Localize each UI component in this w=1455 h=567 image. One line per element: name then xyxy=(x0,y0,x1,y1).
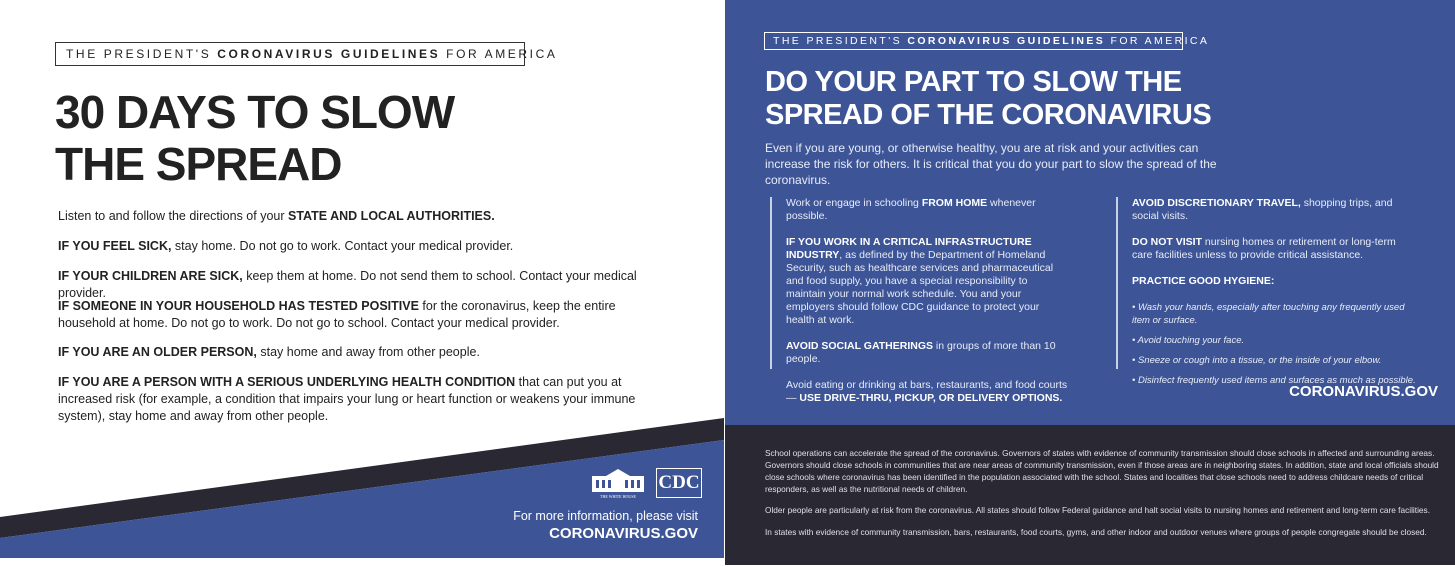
title-line: THE SPREAD xyxy=(55,138,342,190)
emphasis-text: STATE AND LOCAL AUTHORITIES. xyxy=(288,209,495,223)
guidance-paragraph xyxy=(786,236,1070,327)
guidance-paragraph xyxy=(1132,197,1416,223)
body-text: Work or engage in schooling xyxy=(786,197,922,209)
emphasis-text: IF SOMEONE IN YOUR HOUSEHOLD HAS TESTED POSITIVE xyxy=(58,299,419,313)
svg-text:THE WHITE HOUSE: THE WHITE HOUSE xyxy=(600,494,636,499)
coronavirus-gov-link[interactable]: CORONAVIRUS.GOV xyxy=(549,525,698,542)
guidance-paragraph: In states with evidence of community transmission, bars, restaurants, food courts, gyms, and other indoor and outdoor venues where groups of people congregate should be closed. xyxy=(765,527,1427,537)
emphasis-text: IF YOU WORK IN A CRITICAL INFRASTRUCTURE INDUSTRY xyxy=(786,236,1032,261)
hygiene-item: • Wash your hands, especially after touching any frequently used item or surface. xyxy=(1132,302,1405,326)
banner-text: THE PRESIDENT'S xyxy=(66,47,218,61)
body-text: that can put you at increased risk (for example, a condition that impairs your lung or heart function or weakens your immune system), stay home and away from other people. xyxy=(58,375,636,423)
body-text: Avoid eating or drinking at bars, restaurants, and food courts — xyxy=(786,379,1068,404)
guidance-paragraph xyxy=(786,379,1070,405)
emphasis-text: IF YOU ARE A PERSON WITH A SERIOUS UNDERLYING HEALTH CONDITION xyxy=(58,375,516,389)
title-line: SPREAD OF THE CORONAVIRUS xyxy=(765,99,1212,131)
emphasis-text: USE DRIVE-THRU, PICKUP, OR DELIVERY OPTIONS. xyxy=(799,392,1063,404)
emphasis-text: PRACTICE GOOD HYGIENE: xyxy=(1132,275,1275,287)
more-info-text: For more information, please visit xyxy=(513,509,698,523)
body-text: nursing homes or retirement or long-term care facilities unless to provide critical assistance. xyxy=(1132,236,1396,261)
body-text: stay home. Do not go to work. Contact your medical provider. xyxy=(171,239,514,253)
additional-guidance xyxy=(725,425,1455,565)
guidance-paragraph: School operations can accelerate the spread of the coronavirus. Governors of states with evidence of community transmission should close schools in affected and surrounding areas. Governors should close schools in communities that are near areas of community transmission, even if those areas are in neighboring states. In addition, state and local officials should close schools where coronavirus has been identified in the population associated with the school. States and localities that close schools need to address childcare needs of critical responders, as well as the nutritional needs of children. xyxy=(765,448,1439,494)
emphasis-text: AVOID DISCRETIONARY TRAVEL, xyxy=(1132,197,1301,209)
body-text: , as defined by the Department of Homeland Security, such as healthcare services and pharmaceutical and food supply, you have a special responsibility to maintain your normal work schedule. You and your employers should follow CDC guidance to protect your health at work. xyxy=(786,249,1054,326)
hygiene-item: • Sneeze or cough into a tissue, or the inside of your elbow. xyxy=(1132,355,1382,366)
cdc-logo: CDC xyxy=(656,468,702,498)
guidelines-banner xyxy=(764,32,1210,50)
banner-bold: CORONAVIRUS GUIDELINES xyxy=(907,35,1106,47)
banner-text: FOR AMERICA xyxy=(440,47,558,61)
title-line: DO YOUR PART TO SLOW THE xyxy=(765,66,1182,98)
guidance-column-2 xyxy=(1116,197,1416,386)
emphasis-text: AVOID SOCIAL GATHERINGS xyxy=(786,340,934,352)
page-title xyxy=(765,66,1211,132)
title-line: 30 DAYS TO SLOW xyxy=(55,86,455,138)
emphasis-text: FROM HOME xyxy=(921,197,988,209)
guidance-paragraph xyxy=(1132,275,1416,288)
body-text: in groups of more than 10 people. xyxy=(786,340,1056,365)
guidance-paragraph xyxy=(786,197,1070,223)
body-text: shopping trips, and social visits. xyxy=(1132,197,1393,222)
left-page xyxy=(0,0,724,567)
guidance-paragraph: Older people are particularly at risk from the coronavirus. All states should follow Federal guidance and halt social visits to nursing homes and retirement and long-term care facilities. xyxy=(765,505,1430,515)
emphasis-text: IF YOUR CHILDREN ARE SICK, xyxy=(58,269,243,283)
body-text: whenever possible. xyxy=(786,197,1036,222)
guidance-paragraph xyxy=(1132,236,1416,262)
hygiene-item: • Avoid touching your face. xyxy=(1132,335,1245,346)
white-house-logo xyxy=(590,466,646,500)
emphasis-text: DO NOT VISIT xyxy=(1132,236,1203,248)
body-text: keep them at home. Do not send them to school. Contact your medical provider. xyxy=(58,269,637,300)
banner-text: THE PRESIDENT'S xyxy=(773,35,908,47)
emphasis-text: IF YOU FEEL SICK, xyxy=(58,239,172,253)
body-text: Listen to and follow the directions of your xyxy=(58,209,288,223)
right-page xyxy=(725,0,1455,425)
banner-text: FOR AMERICA xyxy=(1105,35,1210,47)
intro-text: Even if you are young, or otherwise healthy, you are at risk and your activities can increase the risk for others. It is critical that you do your part to slow the spread of the coronavirus. xyxy=(765,141,1217,187)
hygiene-item: • Disinfect frequently used items and surfaces as much as possible. xyxy=(1132,375,1416,386)
coronavirus-gov-link[interactable]: CORONAVIRUS.GOV xyxy=(1289,383,1438,400)
guidance-paragraph xyxy=(786,340,1070,366)
guidance-column-1 xyxy=(770,197,1070,404)
body-text: stay home and away from other people. xyxy=(256,345,480,359)
body-text: for the coronavirus, keep the entire household at home. Do not go to work. Do not go to school. Contact your medical provider. xyxy=(58,299,616,330)
banner-bold: CORONAVIRUS GUIDELINES xyxy=(217,47,441,61)
emphasis-text: IF YOU ARE AN OLDER PERSON, xyxy=(58,345,257,359)
